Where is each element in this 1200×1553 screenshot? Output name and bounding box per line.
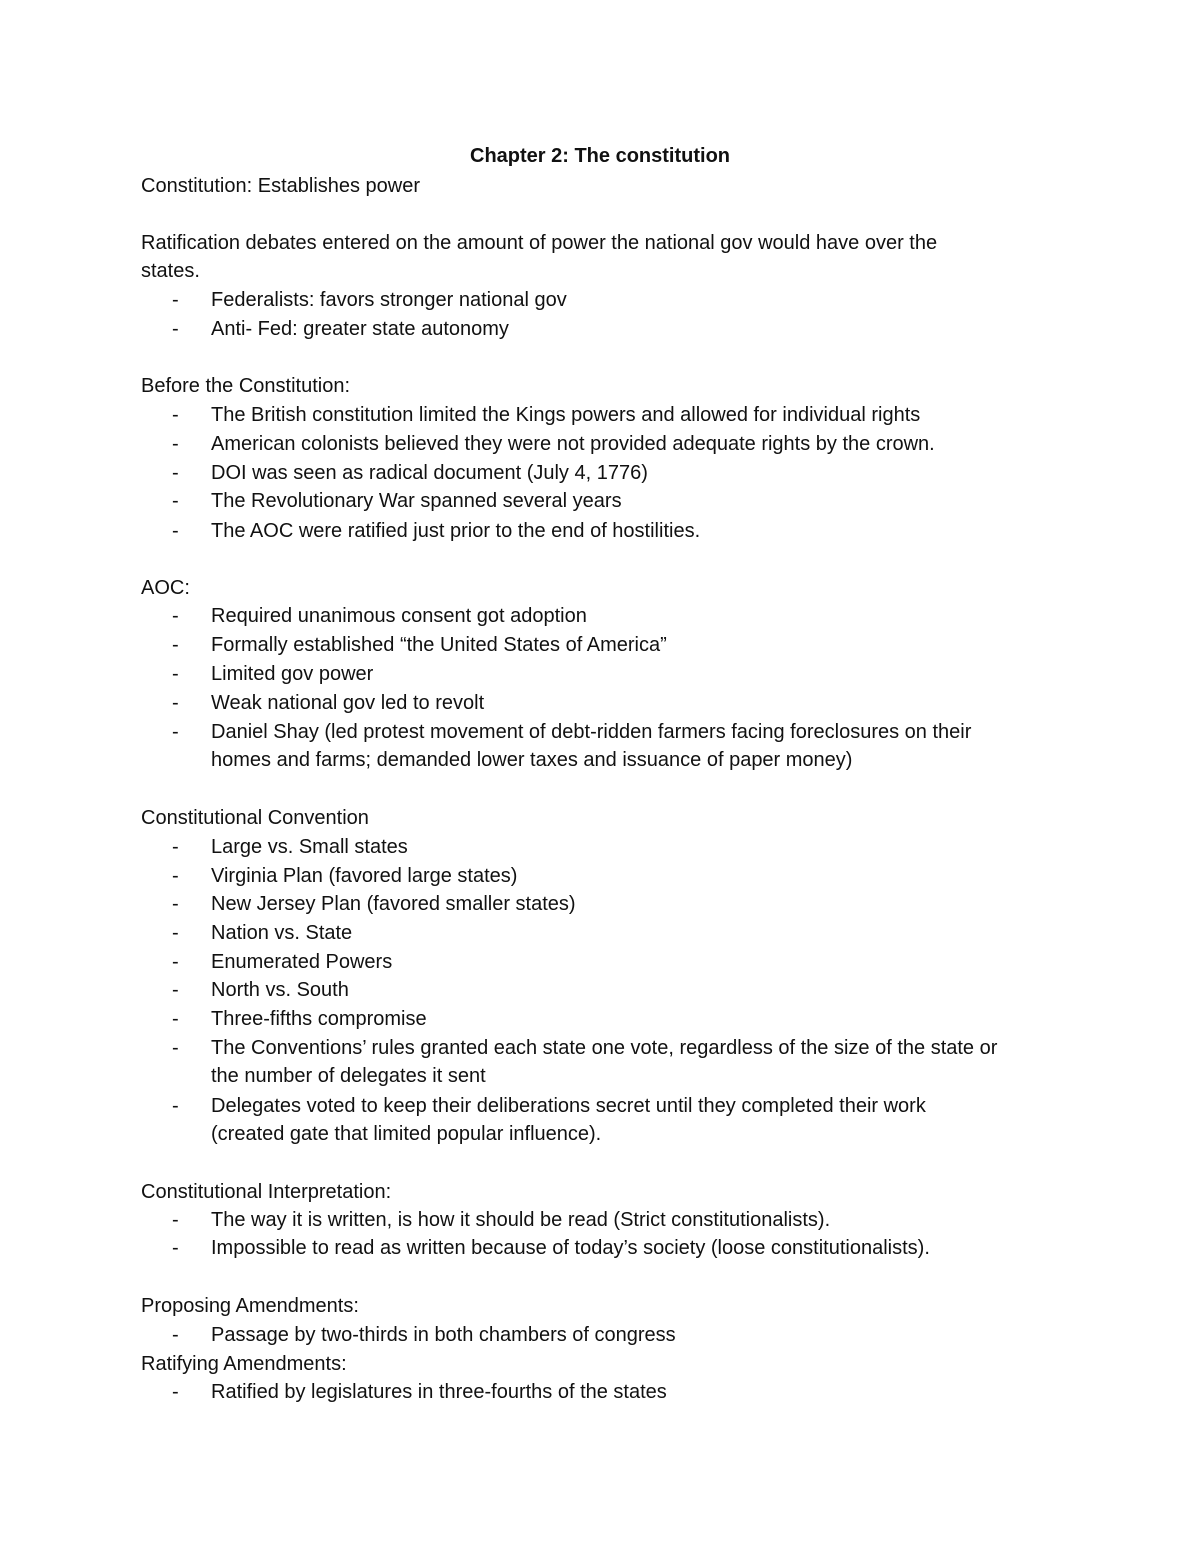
bullet-dash: - <box>172 520 179 542</box>
bullet-dash: - <box>172 1209 179 1231</box>
bullet-dash: - <box>172 663 179 685</box>
list-item: Anti- Fed: greater state autonomy <box>211 318 509 340</box>
bullet-dash: - <box>172 865 179 887</box>
list-item-continuation: (created gate that limited popular influence). <box>211 1123 602 1145</box>
list-item: Three-fifths compromise <box>211 1008 427 1030</box>
list-item: Virginia Plan (favored large states) <box>211 865 518 887</box>
list-item: Daniel Shay (led protest movement of debt-ridden farmers facing foreclosures on their <box>211 721 972 743</box>
list-item: The Revolutionary War spanned several years <box>211 490 622 512</box>
bullet-dash: - <box>172 1037 179 1059</box>
list-item: Limited gov power <box>211 663 374 685</box>
ratification-line: Ratification debates entered on the amount of power the national gov would have over the <box>141 232 938 254</box>
list-item: New Jersey Plan (favored smaller states) <box>211 893 576 915</box>
bullet-dash: - <box>172 318 179 340</box>
bullet-dash: - <box>172 1324 179 1346</box>
bullet-dash: - <box>172 404 179 426</box>
bullet-dash: - <box>172 289 179 311</box>
list-item: Impossible to read as written because of today’s society (loose constitutionalists). <box>211 1237 930 1259</box>
list-item-continuation: homes and farms; demanded lower taxes and issuance of paper money) <box>211 749 853 771</box>
list-item: Required unanimous consent got adoption <box>211 605 587 627</box>
list-item: Ratified by legislatures in three-fourths of the states <box>211 1381 667 1403</box>
bullet-dash: - <box>172 634 179 656</box>
list-item: Federalists: favors stronger national gov <box>211 289 567 311</box>
bullet-dash: - <box>172 979 179 1001</box>
bullet-dash: - <box>172 922 179 944</box>
bullet-dash: - <box>172 951 179 973</box>
bullet-dash: - <box>172 605 179 627</box>
bullet-dash: - <box>172 1008 179 1030</box>
section-heading-before: Before the Constitution: <box>141 375 351 397</box>
definition-line: Constitution: Establishes power <box>141 175 421 197</box>
bullet-dash: - <box>172 1237 179 1259</box>
section-heading-aoc: AOC: <box>141 577 190 599</box>
bullet-dash: - <box>172 721 179 743</box>
list-item: The AOC were ratified just prior to the end of hostilities. <box>211 520 701 542</box>
section-heading-convention: Constitutional Convention <box>141 807 369 829</box>
list-item: Large vs. Small states <box>211 836 408 858</box>
list-item: Formally established “the United States of America” <box>211 634 667 656</box>
list-item: The Conventions’ rules granted each state one vote, regardless of the size of the state or <box>211 1037 998 1059</box>
section-heading-ratifying: Ratifying Amendments: <box>141 1353 347 1375</box>
section-heading-proposing: Proposing Amendments: <box>141 1295 359 1317</box>
list-item: North vs. South <box>211 979 349 1001</box>
ratification-line-cont: states. <box>141 260 200 282</box>
list-item: Weak national gov led to revolt <box>211 692 485 714</box>
list-item: Delegates voted to keep their deliberations secret until they completed their work <box>211 1095 926 1117</box>
bullet-dash: - <box>172 462 179 484</box>
list-item: The British constitution limited the Kings powers and allowed for individual rights <box>211 404 921 426</box>
bullet-dash: - <box>172 1095 179 1117</box>
section-heading-interpretation: Constitutional Interpretation: <box>141 1181 392 1203</box>
list-item: DOI was seen as radical document (July 4, 1776) <box>211 462 648 484</box>
bullet-dash: - <box>172 692 179 714</box>
list-item: American colonists believed they were not provided adequate rights by the crown. <box>211 433 935 455</box>
list-item: Passage by two-thirds in both chambers of congress <box>211 1324 676 1346</box>
bullet-dash: - <box>172 433 179 455</box>
bullet-dash: - <box>172 893 179 915</box>
list-item: Enumerated Powers <box>211 951 393 973</box>
bullet-dash: - <box>172 490 179 512</box>
list-item: Nation vs. State <box>211 922 353 944</box>
bullet-dash: - <box>172 836 179 858</box>
page-title: Chapter 2: The constitution <box>470 145 730 167</box>
list-item: The way it is written, is how it should be read (Strict constitutionalists). <box>211 1209 831 1231</box>
list-item-continuation: the number of delegates it sent <box>211 1065 486 1087</box>
bullet-dash: - <box>172 1381 179 1403</box>
